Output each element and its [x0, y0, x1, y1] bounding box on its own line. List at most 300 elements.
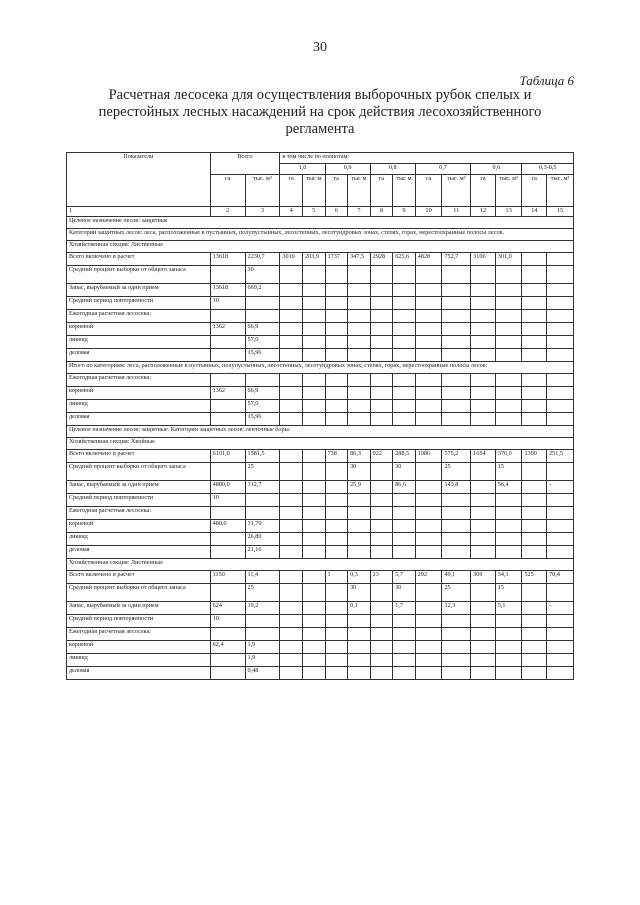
row-label: Запас, вырубаемый за один прием [67, 602, 211, 615]
column-number: 12 [471, 207, 496, 217]
table-cell [471, 297, 496, 310]
row-label: Всего включено в расчет [67, 450, 211, 463]
column-number: 9 [393, 207, 416, 217]
table-cell [210, 667, 245, 680]
section-text: Категории защитных лесов: леса, расположенные в пустынных, полупустынных, лесостепных, лесотундровых зонах, степях, горах, нерестоохранные полосы лесов. [67, 229, 574, 241]
table-row [67, 323, 574, 336]
table-cell [547, 654, 574, 667]
table-cell [471, 413, 496, 426]
table-cell [415, 266, 442, 284]
page-number: 30 [313, 40, 327, 55]
table-row [67, 507, 574, 520]
section-text: Целевое назначение лесов: защитные. Категории защитных лесов: ленточные боры. [67, 426, 574, 438]
table-cell [415, 615, 442, 628]
table-cell: 1654 [471, 450, 496, 463]
table-row [67, 284, 574, 297]
table-cell [280, 297, 303, 310]
table-cell [325, 533, 348, 546]
column-number: 15 [547, 207, 574, 217]
table-cell [280, 266, 303, 284]
table-cell [547, 323, 574, 336]
table-cell [442, 494, 471, 507]
table-cell [442, 323, 471, 336]
table-cell [495, 374, 522, 387]
table-cell [325, 284, 348, 297]
header-unit: га [325, 175, 348, 207]
table-cell [442, 615, 471, 628]
table-cell: 57,0 [245, 336, 280, 349]
table-cell [495, 297, 522, 310]
table-cell [522, 323, 547, 336]
header-total: Всего [210, 153, 280, 175]
table-row [67, 253, 574, 266]
table-cell: 0,3 [348, 571, 371, 584]
table-cell [370, 584, 393, 602]
row-label: Запас, вырубаемый за один прием [67, 284, 211, 297]
table-cell [522, 463, 547, 481]
table-cell: 31,70 [245, 520, 280, 533]
table-cell [302, 546, 325, 559]
header-unit: га [471, 175, 496, 207]
table-cell [442, 297, 471, 310]
table-cell [522, 602, 547, 615]
row-label: корневой [67, 520, 211, 533]
table-cell [495, 323, 522, 336]
row-label: Средний процент выборки от общего запаса [67, 266, 211, 284]
table-cell [302, 654, 325, 667]
table-cell: 143,8 [442, 481, 471, 494]
table-cell [415, 628, 442, 641]
table-cell [348, 641, 371, 654]
column-number: 5 [302, 207, 325, 217]
table-cell: 1,9 [245, 641, 280, 654]
table-cell [370, 667, 393, 680]
section-row [67, 362, 574, 374]
row-label: Ежегодная расчетная лесосека: [67, 374, 211, 387]
header-unit: тыс. м³ [495, 175, 522, 207]
section-row [67, 426, 574, 438]
table-cell: 624 [210, 602, 245, 615]
table-cell [547, 615, 574, 628]
table-cell [348, 400, 371, 413]
table-cell [442, 641, 471, 654]
table-row [67, 494, 574, 507]
row-label: ликвид [67, 654, 211, 667]
column-number: 10 [415, 207, 442, 217]
section-text: Хозяйственная секция: Лиственные [67, 559, 574, 571]
table-cell [370, 413, 393, 426]
table-cell: 1581,5 [245, 450, 280, 463]
table-cell [495, 667, 522, 680]
table-cell [325, 546, 348, 559]
table-cell [325, 584, 348, 602]
table-cell [547, 463, 574, 481]
table-cell [280, 463, 303, 481]
table-cell [522, 481, 547, 494]
table-cell: 0,1 [348, 602, 371, 615]
table-cell [522, 336, 547, 349]
table-cell [245, 507, 280, 520]
table-row [67, 667, 574, 680]
table-cell [370, 349, 393, 362]
table-cell [348, 349, 371, 362]
table-cell: 1362 [210, 387, 245, 400]
table-cell [348, 533, 371, 546]
table-cell [302, 400, 325, 413]
table-cell [325, 413, 348, 426]
table-cell [210, 654, 245, 667]
table-cell [442, 374, 471, 387]
table-cell [210, 533, 245, 546]
table-cell: 752,7 [442, 253, 471, 266]
table-cell [302, 310, 325, 323]
table-row [67, 584, 574, 602]
row-label: ликвид [67, 400, 211, 413]
table-cell [210, 584, 245, 602]
table-cell [280, 654, 303, 667]
table-cell [522, 297, 547, 310]
table-cell: 30 [245, 266, 280, 284]
table-cell [370, 400, 393, 413]
table-cell [522, 584, 547, 602]
table-cell [302, 336, 325, 349]
table-cell: 15 [495, 584, 522, 602]
table-cell [471, 654, 496, 667]
table-cell [393, 546, 416, 559]
table-cell [415, 494, 442, 507]
table-cell [495, 628, 522, 641]
table-cell [471, 336, 496, 349]
table-cell [442, 284, 471, 297]
table-cell [547, 494, 574, 507]
table-cell [210, 310, 245, 323]
table-cell [495, 284, 522, 297]
table-cell [280, 481, 303, 494]
header-density: 0,3-0,5 [522, 164, 574, 175]
table-row [67, 336, 574, 349]
table-cell: 10 [210, 615, 245, 628]
table-cell [370, 546, 393, 559]
table-cell [348, 413, 371, 426]
table-cell [471, 349, 496, 362]
table-cell [370, 463, 393, 481]
table-cell [302, 571, 325, 584]
table-cell [495, 387, 522, 400]
table-cell: 15,96 [245, 349, 280, 362]
table-cell [280, 520, 303, 533]
table-cell [522, 546, 547, 559]
table-cell [471, 615, 496, 628]
table-cell [325, 615, 348, 628]
table-row [67, 374, 574, 387]
section-row [67, 438, 574, 450]
table-cell [393, 336, 416, 349]
table-cell [442, 387, 471, 400]
table-title: Расчетная лесосека для осуществления выборочных рубок спелых и перестойных лесных насаждений на срок действия лесохозяйственного регламента [98, 87, 542, 137]
column-number: 6 [325, 207, 348, 217]
table-row [67, 628, 574, 641]
table-cell [302, 584, 325, 602]
section-row [67, 217, 574, 229]
table-cell: 5,1 [495, 602, 522, 615]
table-cell [325, 507, 348, 520]
table-cell [415, 507, 442, 520]
table-cell: 376,0 [495, 450, 522, 463]
table-cell: - [547, 481, 574, 494]
header-unit: тыс. м³ [442, 175, 471, 207]
table-cell: 1986 [415, 450, 442, 463]
table-cell [302, 266, 325, 284]
header-density: 0,9 [325, 164, 370, 175]
table-cell [370, 533, 393, 546]
column-number: 1 [67, 207, 211, 217]
table-cell [280, 546, 303, 559]
table-cell [393, 400, 416, 413]
table-cell [325, 374, 348, 387]
table-cell [325, 602, 348, 615]
table-cell [415, 387, 442, 400]
table-cell [522, 494, 547, 507]
row-label: Средний процент выборки от общего запаса [67, 584, 211, 602]
table-cell [210, 628, 245, 641]
table-cell [471, 323, 496, 336]
table-cell [547, 284, 574, 297]
table-cell [348, 520, 371, 533]
table-cell [348, 628, 371, 641]
column-number: 2 [210, 207, 245, 217]
table-cell [522, 400, 547, 413]
table-cell [442, 349, 471, 362]
table-cell [393, 374, 416, 387]
table-cell [348, 374, 371, 387]
column-number: 7 [348, 207, 371, 217]
table-row [67, 266, 574, 284]
table-row [67, 481, 574, 494]
table-cell [442, 310, 471, 323]
section-text: Итого по категориям: леса, расположенные в пустынных, полупустынных, лесостепных, лесотундровых зонах, степях, горах, нерестоохранные полосы лесов: [67, 362, 574, 374]
row-label: Ежегодная расчетная лесосека: [67, 628, 211, 641]
table-cell [210, 546, 245, 559]
table-cell [495, 615, 522, 628]
table-cell [348, 310, 371, 323]
header-density: 0,8 [370, 164, 415, 175]
column-number: 4 [280, 207, 303, 217]
table-cell [302, 494, 325, 507]
table-cell: 10 [210, 494, 245, 507]
table-cell [280, 507, 303, 520]
table-cell: 10 [210, 297, 245, 310]
table-cell [280, 413, 303, 426]
table-cell [393, 615, 416, 628]
table-cell [522, 641, 547, 654]
table-cell: 0,48 [245, 667, 280, 680]
table-cell [547, 533, 574, 546]
table-cell [348, 336, 371, 349]
table-cell: 203,9 [302, 253, 325, 266]
row-label: Всего включено в расчет [67, 571, 211, 584]
table-cell: 86,6 [393, 481, 416, 494]
row-label: Средний процент выборки от общего запаса [67, 463, 211, 481]
table-cell [325, 494, 348, 507]
table-cell [495, 266, 522, 284]
table-cell [302, 349, 325, 362]
row-label: Ежегодная расчетная лесосека: [67, 310, 211, 323]
table-cell [522, 253, 547, 266]
table-cell [495, 336, 522, 349]
table-cell [393, 413, 416, 426]
table-cell: 1 [325, 571, 348, 584]
table-cell [471, 463, 496, 481]
table-cell [471, 584, 496, 602]
row-label: Средний период повторяемости [67, 494, 211, 507]
table-cell: 56,4 [495, 481, 522, 494]
table-cell [348, 507, 371, 520]
table-cell [547, 310, 574, 323]
table-cell: 11,4 [245, 571, 280, 584]
table-cell: 575,2 [442, 450, 471, 463]
table-cell [302, 615, 325, 628]
table-cell [547, 400, 574, 413]
table-cell: 25,9 [348, 481, 371, 494]
row-label: ликвид [67, 533, 211, 546]
table-cell [370, 602, 393, 615]
table-cell [302, 602, 325, 615]
table-cell [471, 641, 496, 654]
table-cell: 309 [471, 571, 496, 584]
table-cell [325, 349, 348, 362]
table-cell [245, 628, 280, 641]
table-cell [393, 266, 416, 284]
table-row [67, 463, 574, 481]
table-cell [325, 387, 348, 400]
table-cell [280, 400, 303, 413]
table-cell [442, 413, 471, 426]
table-cell: 30 [348, 584, 371, 602]
table-cell [415, 374, 442, 387]
table-cell [522, 284, 547, 297]
header-unit: тыс. м³ [547, 175, 574, 207]
table-cell [348, 494, 371, 507]
table-cell: 34,3 [495, 571, 522, 584]
table-cell [471, 628, 496, 641]
row-label: Средний период повторяемости [67, 297, 211, 310]
table-cell [471, 494, 496, 507]
table-cell [370, 628, 393, 641]
table-cell [522, 374, 547, 387]
table-cell [325, 641, 348, 654]
column-number-row [67, 207, 574, 217]
table-row [67, 615, 574, 628]
table-cell [442, 336, 471, 349]
table-cell [393, 297, 416, 310]
table-cell [522, 507, 547, 520]
column-number: 13 [495, 207, 522, 217]
table-cell [547, 253, 574, 266]
table-cell [547, 387, 574, 400]
table-cell: 480,0 [210, 520, 245, 533]
table-cell [393, 494, 416, 507]
table-cell [370, 284, 393, 297]
table-cell [280, 336, 303, 349]
table-cell: 57,0 [245, 400, 280, 413]
table-cell [547, 641, 574, 654]
table-cell [302, 641, 325, 654]
table-cell [393, 284, 416, 297]
table-row [67, 546, 574, 559]
table-cell [280, 387, 303, 400]
table-cell: 15,96 [245, 413, 280, 426]
table-cell [547, 667, 574, 680]
table-row [67, 349, 574, 362]
table-cell [415, 520, 442, 533]
row-label: деловая [67, 349, 211, 362]
header-unit: га [370, 175, 393, 207]
row-label: деловая [67, 413, 211, 426]
row-label: корневой [67, 641, 211, 654]
table-cell [325, 323, 348, 336]
table-cell: 625,6 [393, 253, 416, 266]
header-unit: га [522, 175, 547, 207]
table-cell [245, 297, 280, 310]
table-cell [370, 481, 393, 494]
table-cell [370, 266, 393, 284]
table-cell [442, 546, 471, 559]
table-cell [495, 641, 522, 654]
table-cell [280, 323, 303, 336]
table-cell [547, 546, 574, 559]
table-cell: 13618 [210, 253, 245, 266]
header-unit: га [210, 175, 245, 207]
table-row [67, 641, 574, 654]
table-cell [495, 507, 522, 520]
table-cell [522, 667, 547, 680]
table-cell [471, 546, 496, 559]
table-cell [325, 667, 348, 680]
table-cell [442, 400, 471, 413]
table-cell [210, 463, 245, 481]
table-cell [302, 297, 325, 310]
table-cell [522, 533, 547, 546]
table-row [67, 450, 574, 463]
table-cell [280, 602, 303, 615]
table-cell [547, 628, 574, 641]
column-number: 8 [370, 207, 393, 217]
table-cell: 1362 [210, 323, 245, 336]
table-cell [471, 284, 496, 297]
table-cell [442, 520, 471, 533]
table-cell [415, 323, 442, 336]
table-cell [471, 507, 496, 520]
table-cell [302, 520, 325, 533]
table-cell [547, 336, 574, 349]
table-cell: 2230,7 [245, 253, 280, 266]
table-cell [348, 284, 371, 297]
table-cell [471, 481, 496, 494]
table-cell [393, 520, 416, 533]
table-cell: 66,9 [245, 323, 280, 336]
table-cell [442, 654, 471, 667]
table-cell: 49,1 [442, 571, 471, 584]
table-cell [370, 387, 393, 400]
row-label: корневой [67, 387, 211, 400]
row-label: Ежегодная расчетная лесосека: [67, 507, 211, 520]
table-cell [442, 533, 471, 546]
header-unit: га [415, 175, 442, 207]
table-cell [370, 507, 393, 520]
table-cell [415, 667, 442, 680]
table-cell [471, 667, 496, 680]
table-cell [325, 520, 348, 533]
